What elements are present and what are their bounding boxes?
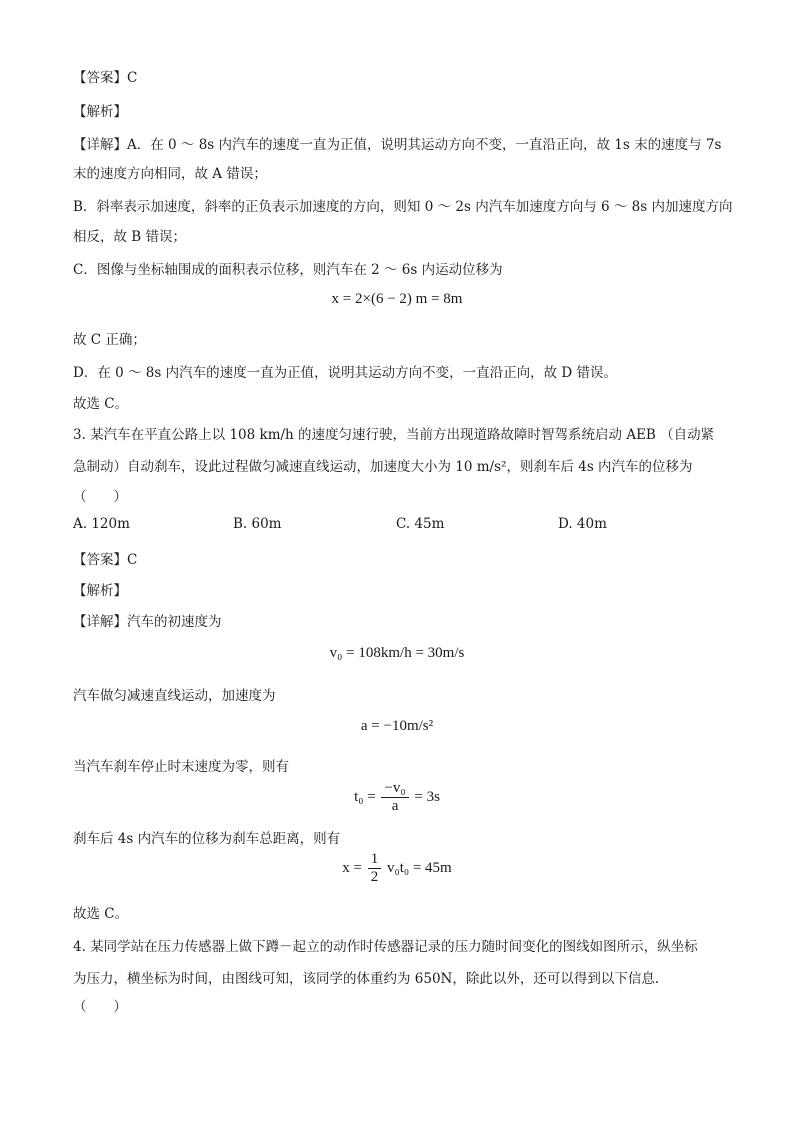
q3-line2: 汽车做匀减速直线运动，加速度为 bbox=[73, 688, 276, 704]
q3-equation-acceleration: a = −10m/s² bbox=[360, 718, 434, 734]
eq3-numerator: −v₀ bbox=[381, 780, 408, 798]
eq4-denominator: 2 bbox=[370, 869, 379, 885]
q2-c-line1: C．图像与坐标轴围成的面积表示位移，则汽车在 2 ～ 6s 内运动位移为 bbox=[73, 262, 503, 278]
eq3-lhs: t₀ = bbox=[354, 788, 376, 805]
q3-equation-initial-velocity: v₀ = 108km/h = 30m/s bbox=[329, 645, 465, 661]
q3-line3: 当汽车刹车停止时末速度为零，则有 bbox=[73, 759, 289, 775]
q3-option-b: B. 60m bbox=[233, 516, 282, 532]
q3-paren: （ ） bbox=[73, 489, 127, 505]
eq3-rhs: = 3s bbox=[414, 788, 440, 805]
q3-option-c: C. 45m bbox=[396, 516, 445, 532]
q4-stem-line2: 为压力，横坐标为时间，由图线可知，该同学的体重约为 650N，除此以外，还可以得到以下信息. bbox=[73, 971, 660, 987]
q2-d-line1: D．在 0 ～ 8s 内汽车的速度一直为正值，说明其运动方向不变，一直沿正向，故 D 错误。 bbox=[73, 365, 618, 381]
q4-stem-line1: 4. 某同学站在压力传感器上做下蹲－起立的动作时传感器记录的压力随时间变化的图线如图所示，纵坐标 bbox=[73, 939, 698, 955]
q4-paren: （ ） bbox=[73, 999, 127, 1015]
q2-answer: 【答案】C bbox=[73, 70, 138, 86]
eq4-fraction bbox=[368, 851, 382, 886]
eq3-denominator: a bbox=[391, 798, 399, 814]
q3-option-d: D. 40m bbox=[558, 516, 607, 532]
q3-answer: 【答案】C bbox=[73, 552, 138, 568]
q3-equation-displacement bbox=[0, 851, 794, 886]
q2-choose: 故选 C。 bbox=[73, 396, 129, 412]
eq4-rhs: v₀t₀ = 45m bbox=[386, 859, 452, 876]
q2-b-line1: B．斜率表示加速度，斜率的正负表示加速度的方向，则知 0 ～ 2s 内汽车加速度方向与 6 ～ 8s 内加速度方向 bbox=[73, 199, 733, 215]
eq4-numerator: 1 bbox=[368, 851, 382, 869]
q2-analysis: 【解析】 bbox=[73, 104, 127, 120]
q3-stem-line2: 急制动）自动刹车，设此过程做匀减速直线运动，加速度大小为 10 m/s²，则刹车后 4s 内汽车的位移为 bbox=[73, 459, 693, 475]
q2-detail-a-line1: 【详解】A．在 0 ～ 8s 内汽车的速度一直为正值，说明其运动方向不变，一直沿正向，故 1s 末的速度与 7s bbox=[73, 137, 722, 153]
q3-detail-line1: 【详解】汽车的初速度为 bbox=[73, 614, 222, 630]
q2-equation-displacement: x = 2×(6 − 2) m = 8m bbox=[331, 291, 463, 307]
q2-b-line2: 相反，故 B 错误； bbox=[73, 229, 187, 245]
q3-equation-stop-time bbox=[0, 780, 794, 815]
q3-analysis: 【解析】 bbox=[73, 583, 127, 599]
q2-c-line2: 故 C 正确； bbox=[73, 332, 146, 348]
eq4-lhs: x = bbox=[342, 859, 362, 876]
q2-detail-a-line2: 末的速度方向相同，故 A 错误； bbox=[73, 166, 267, 182]
q3-stem-line1: 3. 某汽车在平直公路上以 108 km/h 的速度匀速行驶，当前方出现道路故障时智驾系统启动 AEB （自动紧 bbox=[73, 427, 715, 443]
eq3-fraction bbox=[381, 780, 408, 815]
q3-choose: 故选 C。 bbox=[73, 906, 129, 922]
q3-option-a: A. 120m bbox=[73, 516, 130, 532]
q3-line4: 刹车后 4s 内汽车的位移为刹车总距离，则有 bbox=[73, 831, 341, 847]
